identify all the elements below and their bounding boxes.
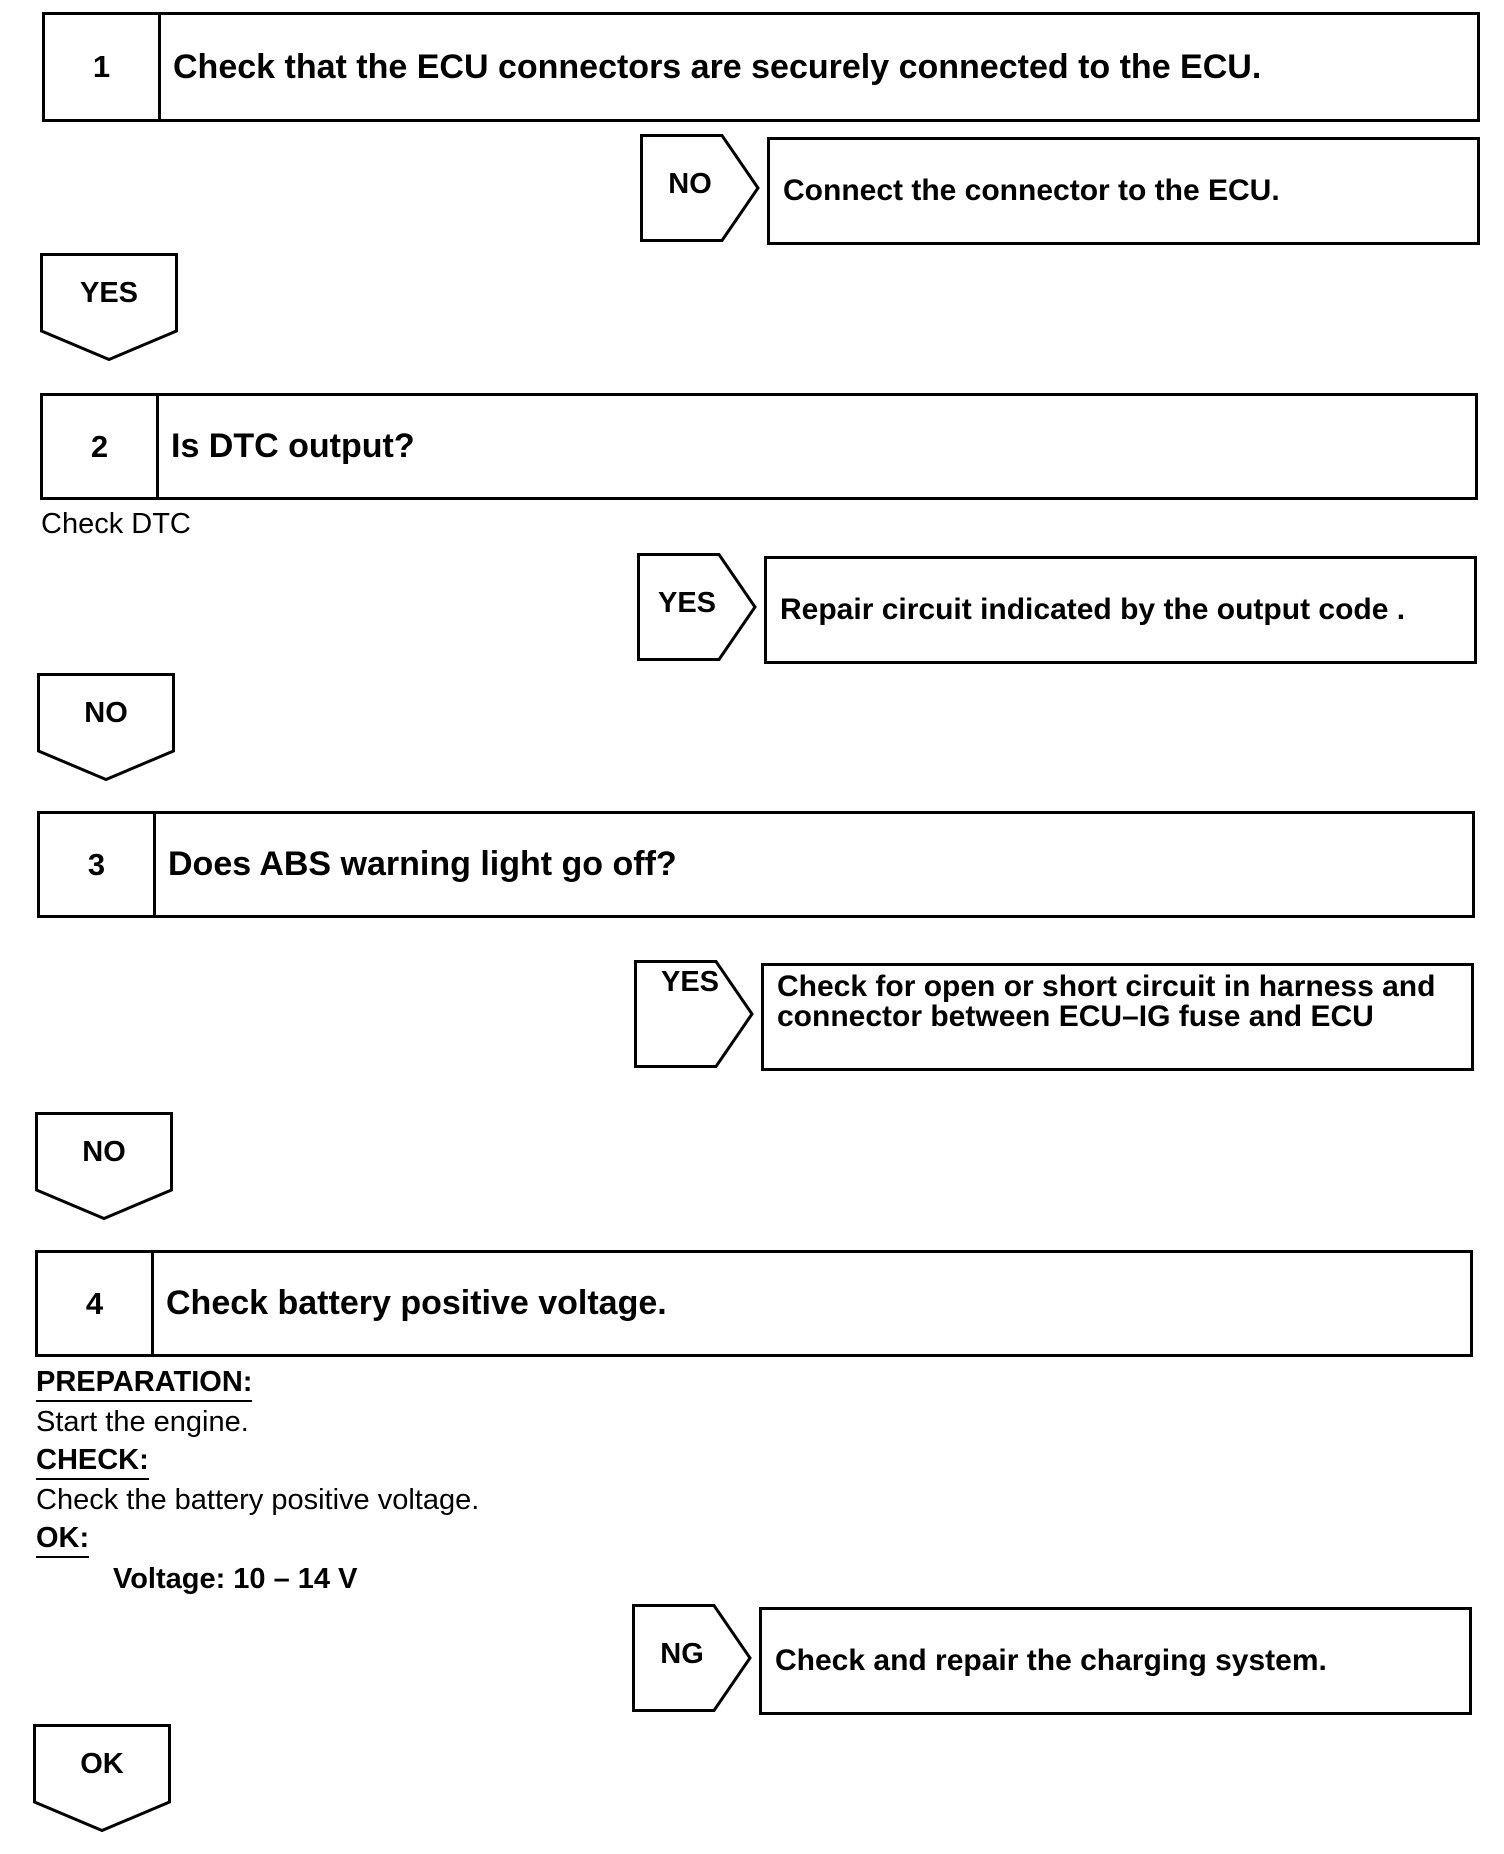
ok-spec: Voltage: 10 – 14 V <box>113 1563 358 1595</box>
check-text: Check the battery positive voltage. <box>36 1484 480 1516</box>
continue-3-arrow <box>35 1112 173 1220</box>
continue-4-label: OK <box>80 1748 124 1780</box>
branch-4-label: NG <box>660 1638 704 1670</box>
step-1-box <box>42 12 1480 122</box>
continue-1-label: YES <box>79 277 139 309</box>
step-2-number: 2 <box>43 396 159 497</box>
branch-2-arrow <box>637 553 757 661</box>
step-1-number: 1 <box>45 15 161 119</box>
step-1-text: Check that the ECU connectors are securely connected to the ECU. <box>173 47 1262 86</box>
branch-1-label: NO <box>668 168 712 200</box>
step-2-text: Is DTC output? <box>171 427 415 465</box>
continue-3-label: NO <box>82 1136 126 1168</box>
ok-heading: OK: <box>36 1522 89 1558</box>
branch-4-arrow <box>632 1604 752 1712</box>
branch-1-result: Connect the connector to the ECU. <box>767 137 1480 245</box>
preparation-heading: PREPARATION: <box>36 1366 252 1402</box>
step-2-box <box>40 393 1478 500</box>
step-3-box <box>37 811 1475 918</box>
continue-2-label: NO <box>84 697 128 729</box>
branch-3-result: Check for open or short circuit in harness and connector between ECU–IG fuse and ECU <box>761 963 1474 1071</box>
continue-1-arrow <box>40 253 178 361</box>
preparation-text: Start the engine. <box>36 1406 249 1438</box>
branch-2-result: Repair circuit indicated by the output code . <box>764 556 1477 664</box>
step-3-text: Does ABS warning light go off? <box>168 845 677 883</box>
branch-3-arrow <box>634 960 754 1068</box>
step-2-note: Check DTC <box>41 508 191 540</box>
branch-4-result: Check and repair the charging system. <box>759 1607 1472 1715</box>
continue-2-arrow <box>37 673 175 781</box>
branch-2-label: YES <box>657 587 717 619</box>
check-heading: CHECK: <box>36 1444 149 1480</box>
step-4-box <box>35 1250 1473 1357</box>
branch-1-arrow <box>640 134 760 242</box>
continue-4-arrow <box>33 1724 171 1832</box>
branch-3-label: YES <box>660 966 720 998</box>
step-4-number: 4 <box>38 1253 154 1354</box>
step-4-text: Check battery positive voltage. <box>166 1284 667 1322</box>
step-3-number: 3 <box>40 814 156 915</box>
